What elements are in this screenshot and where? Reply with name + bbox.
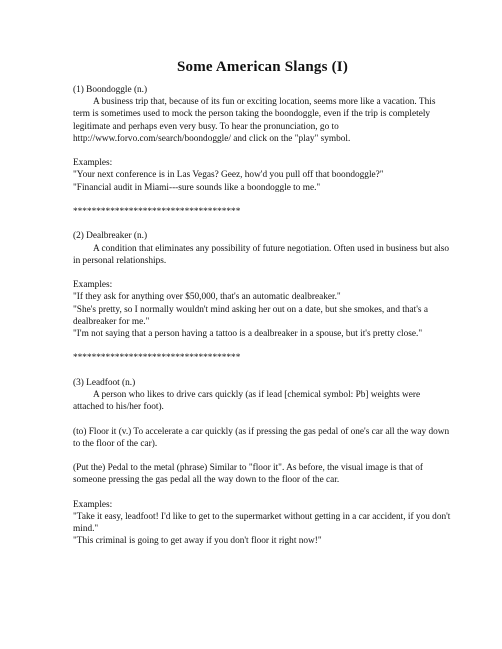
entry-definition: A business trip that, because of its fun or exciting location, seems more like a vacation. This term is sometimes used to mock the person taking the boondoggle, even if the trip is completely legitimate and perhaps even very busy. To hear the pronunciation, go to http://www.forvo.com/search/boondoggle/ and click on the "play" symbol.	[73, 97, 436, 144]
separator: ************************************	[73, 207, 241, 217]
entry-heading: (1) Boondoggle (n.)	[73, 85, 148, 95]
examples-label: Examples:	[73, 280, 113, 291]
document-body	[73, 84, 452, 548]
example-line: "I'm not saying that a person having a tattoo is a dealbreaker in a spouse, but it's pretty close."	[73, 329, 423, 339]
related-term: (to) Floor it (v.) To accelerate a car quickly (as if pressing the gas pedal of one's car all the way down to the floor of the car).	[73, 426, 450, 449]
example-line: "Your next conference is in Las Vegas? Geez, how'd you pull off that boondoggle?"	[73, 170, 384, 181]
example-line: "She's pretty, so I normally wouldn't mind asking her out on a date, but she smokes, and that's a dealbreaker for me."	[73, 304, 428, 327]
example-line: "Take it easy, leadfoot! I'd like to get to the supermarket without getting in a car accident, if you don't mind."	[73, 511, 451, 535]
slang-entry-dealbreaker	[73, 230, 452, 364]
entry-definition: A person who likes to drive cars quickly (as if lead [chemical symbol: Pb] weights were attached to his/her foot).	[73, 389, 421, 413]
example-line: "Financial audit in Miami---sure sounds like a boondoggle to me."	[73, 182, 321, 193]
related-term: (Put the) Pedal to the metal (phrase) Similar to "floor it". As before, the visual image is that of someone pressing the gas pedal all the way down to the floor of the car.	[73, 463, 423, 486]
examples-label: Examples:	[73, 158, 113, 169]
entry-definition: A condition that eliminates any possibility of future negotiation. Often used in business but also in personal relationships.	[73, 243, 450, 266]
example-line: "If they ask for anything over $50,000, that's an automatic dealbreaker."	[73, 292, 341, 303]
slang-entry-leadfoot	[73, 377, 452, 548]
slang-entry-boondoggle	[73, 84, 452, 218]
separator: ************************************	[73, 353, 241, 364]
entry-heading: (3) Leadfoot (n.)	[73, 377, 136, 388]
page-title: Some American Slangs (I)	[176, 59, 349, 75]
examples-label: Examples:	[73, 499, 113, 510]
example-line: "This criminal is going to get away if you don't floor it right now!"	[73, 536, 322, 547]
entry-heading: (2) Dealbreaker (n.)	[73, 231, 148, 242]
